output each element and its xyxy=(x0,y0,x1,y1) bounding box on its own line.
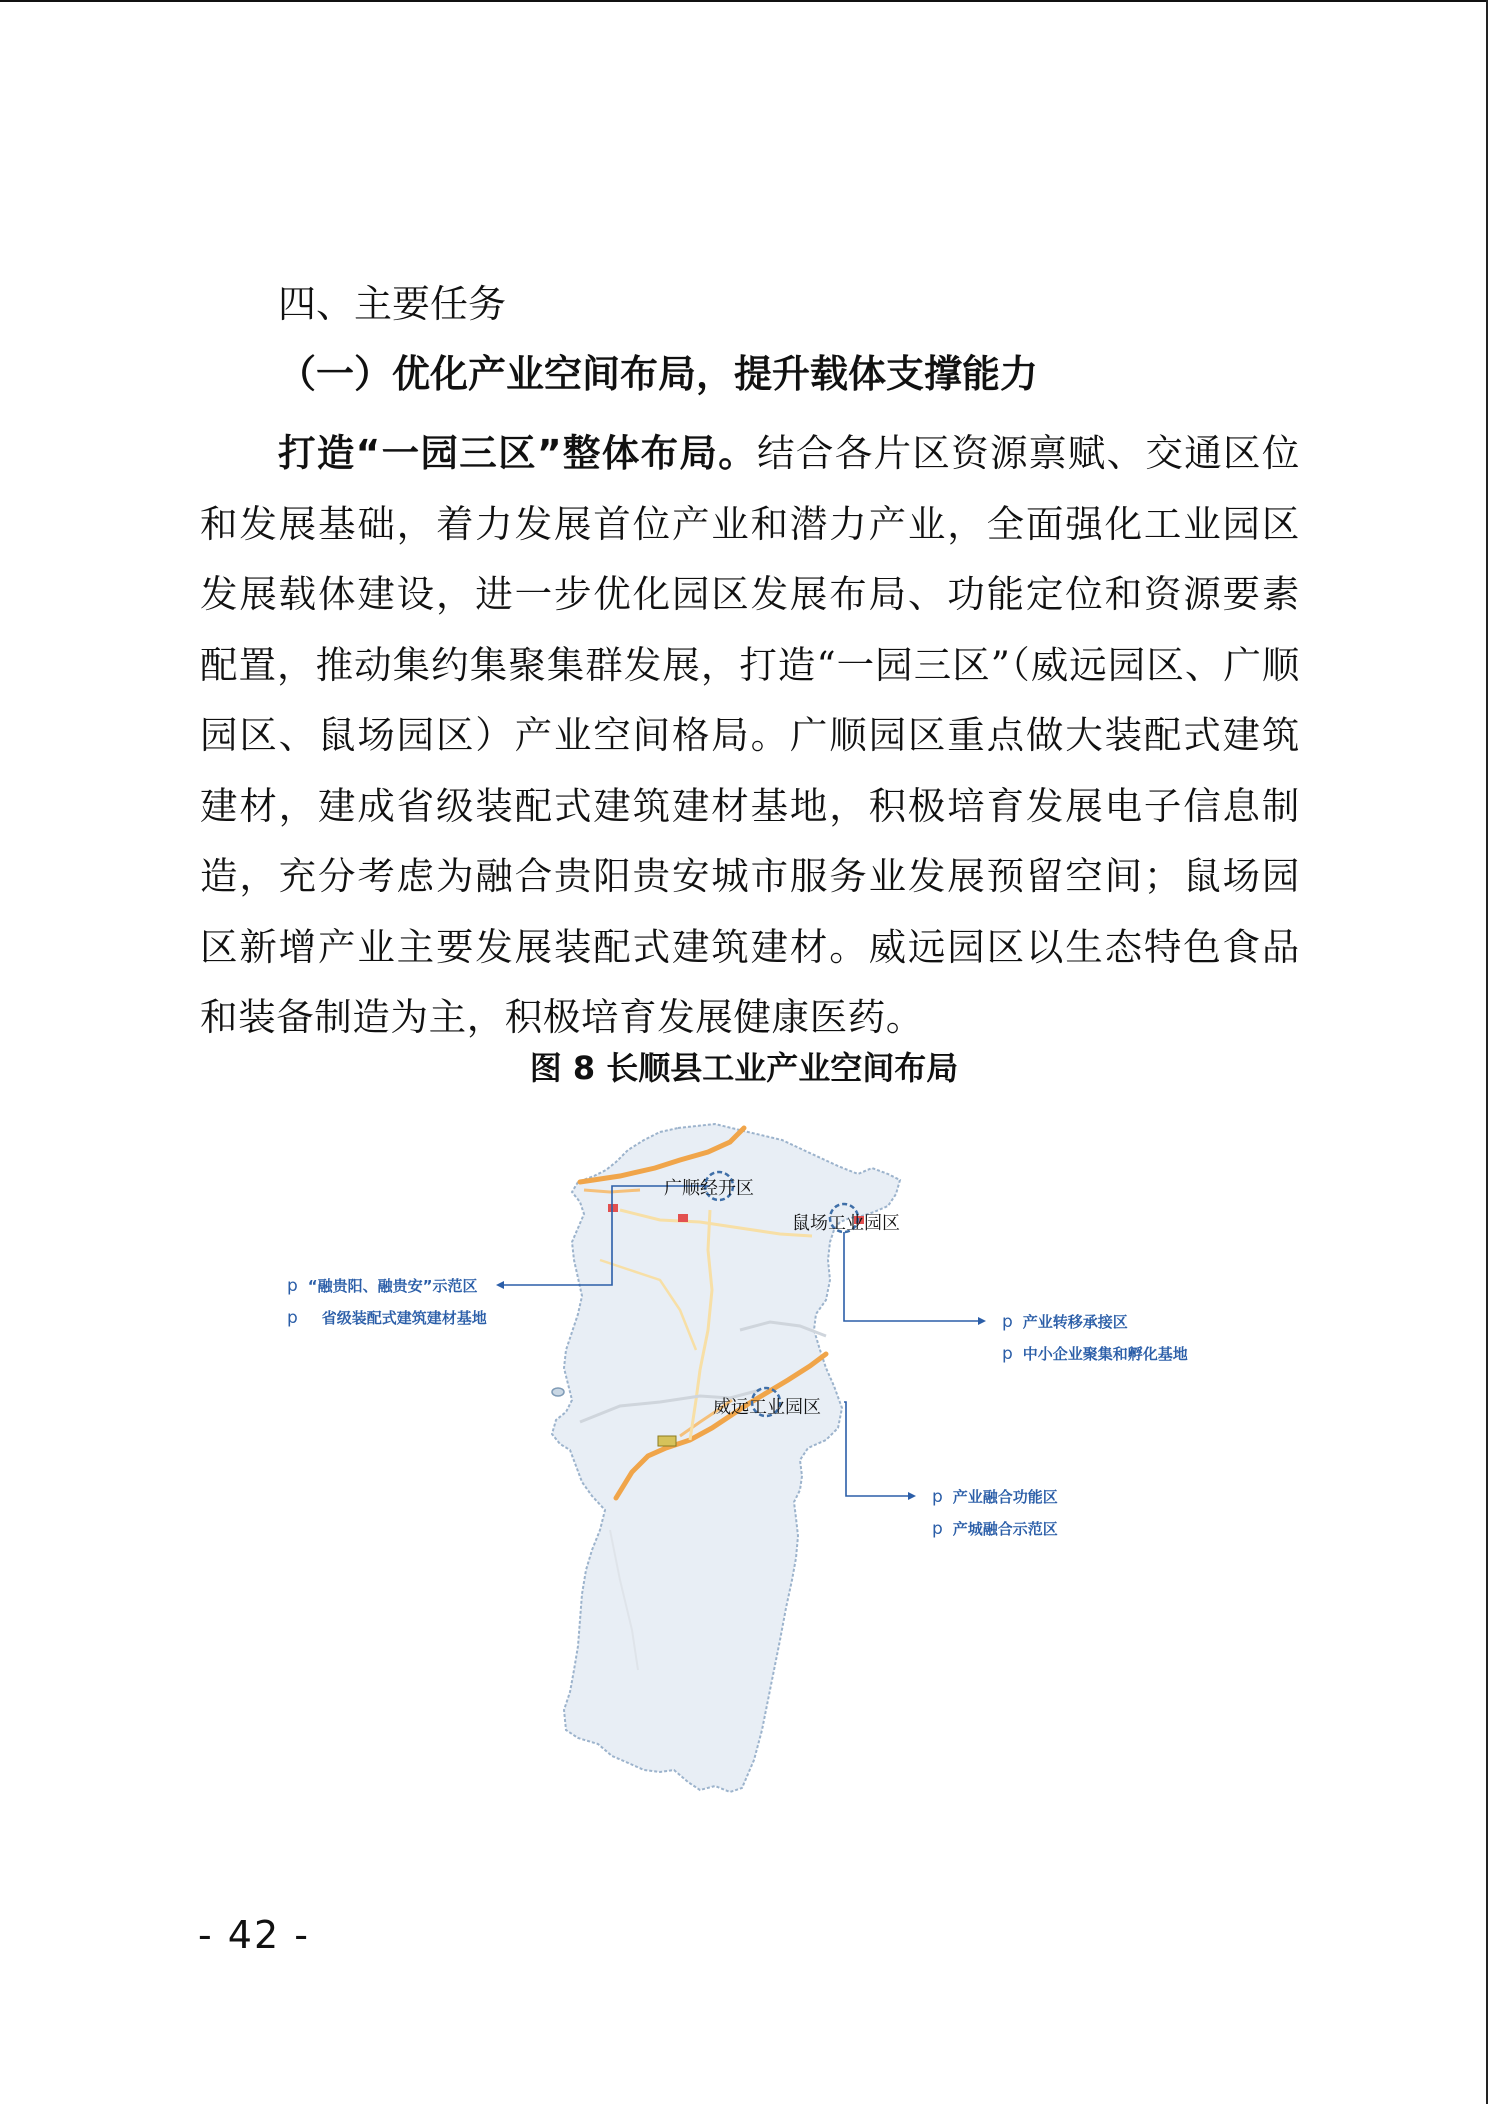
guangshun-note-1 xyxy=(287,1275,478,1296)
weiyuan-note-1 xyxy=(932,1486,1058,1507)
map-graphic xyxy=(260,1110,1220,1800)
guangshun-zone-label: 广顺经开区 xyxy=(664,1178,754,1199)
shuchang-leader-line xyxy=(844,1232,978,1321)
note-text: 产业转移承接区 xyxy=(1022,1313,1128,1331)
subsection-heading: （一）优化产业空间布局，提升载体支撑能力 xyxy=(278,352,1039,396)
note-text: “融贵阳、融贵安”示范区 xyxy=(307,1277,478,1295)
county-industrial-layout-map xyxy=(260,1110,1220,1800)
note-text: 产业融合功能区 xyxy=(952,1488,1058,1506)
paragraph-lead: 打造“一园三区”整体布局。 xyxy=(278,431,758,475)
town-marker-2 xyxy=(678,1214,688,1222)
shuchang-zone-label: 鼠场工业园区 xyxy=(792,1213,900,1234)
note-text: 省级装配式建筑建材基地 xyxy=(321,1309,487,1327)
page-number: - 42 - xyxy=(198,1913,310,1957)
note-text: 中小企业聚集和孵化基地 xyxy=(1022,1345,1188,1363)
paragraph-body: 结合各片区资源禀赋、交通区位和发展基础，着力发展首位产业和潜力产业，全面强化工业园区发展载体建设，进一步优化园区发展布局、功能定位和资源要素配置，推动集约集聚集群发展，打造“一园三区”（威远园区、广顺园区、鼠场园区）产业空间格局。广顺园区重点做大装配式建筑建材，建成省级装配式建筑建材基地，积极培育发展电子信息制造，充分考虑为融合贵阳贵安城市服务业发展预留空间；鼠场园区新增产业主要发展装配式建筑建材。威远园区以生态特色食品和装备制造为主，积极培育发展健康医药。 xyxy=(200,431,1300,1039)
shuchang-leader-arrow xyxy=(978,1317,986,1325)
weiyuan-leader-arrow xyxy=(908,1492,916,1500)
note-text: 产城融合示范区 xyxy=(952,1520,1058,1538)
note-bullet: p xyxy=(1002,1344,1013,1364)
west-islet xyxy=(552,1388,564,1396)
highway-shield xyxy=(658,1436,676,1446)
weiyuan-note-2 xyxy=(932,1518,1058,1539)
section-heading: 四、主要任务 xyxy=(278,282,507,326)
note-bullet: p xyxy=(287,1308,298,1328)
page-top-rule xyxy=(0,0,1488,2)
figure-caption: 图 8 长顺县工业产业空间布局 xyxy=(529,1049,959,1087)
guangshun-leader-arrow xyxy=(496,1281,504,1289)
note-bullet: p xyxy=(287,1276,298,1296)
note-bullet: p xyxy=(932,1487,943,1507)
guangshun-note-2 xyxy=(287,1307,487,1328)
weiyuan-zone-label: 威远工业园区 xyxy=(713,1397,821,1418)
note-bullet: p xyxy=(1002,1312,1013,1332)
weiyuan-leader-line xyxy=(844,1402,908,1496)
shuchang-note-1 xyxy=(1002,1311,1128,1332)
note-bullet: p xyxy=(932,1519,943,1539)
body-paragraph xyxy=(200,418,1300,1053)
town-marker-1 xyxy=(608,1204,618,1212)
shuchang-note-2 xyxy=(1002,1343,1188,1364)
